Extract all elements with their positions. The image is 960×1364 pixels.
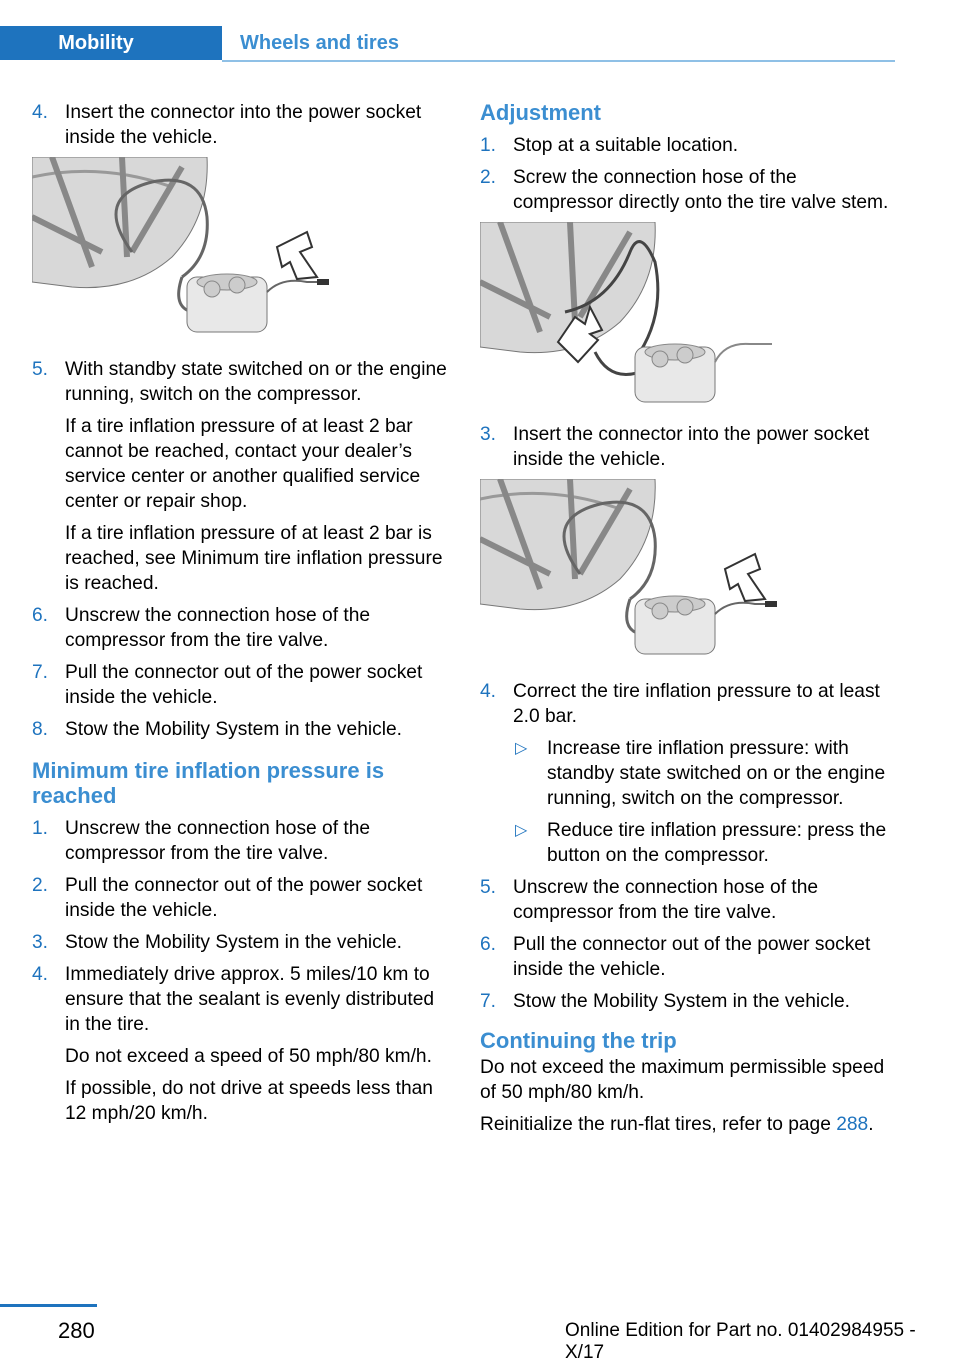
list-item: 6. Unscrew the connection hose of the compressor from the tire valve. bbox=[32, 605, 371, 651]
section-heading-minimum-pressure: Minimum tire inflation pressure is reached bbox=[32, 758, 385, 808]
page-reference-link[interactable]: 288 bbox=[836, 1114, 869, 1135]
bullet-item: ▷ Reduce tire inflation pressure: press the button on the compressor. bbox=[515, 820, 887, 866]
list-item: 3. Insert the connector into the power socket inside the vehicle. bbox=[480, 424, 870, 470]
tab-wheels-and-tires[interactable]: Wheels and tires bbox=[240, 32, 399, 54]
list-item: 4. Correct the tire inflation pressure to at least 2.0 bar. ▷ Increase tire inflation pressure: with standby state switched on or the engine running, switch on the compressor. ▷ Reduce tire inflation pressure: press the button on the compressor. bbox=[480, 679, 900, 868]
list-item: 7. Pull the connector out of the power socket inside the vehicle. bbox=[32, 662, 423, 708]
triangle-bullet-icon: ▷ bbox=[515, 740, 528, 757]
list-item: 5. Unscrew the connection hose of the compressor from the tire valve. bbox=[480, 877, 819, 923]
list-item: 2. Pull the connector out of the power socket inside the vehicle. bbox=[32, 875, 423, 921]
left-column bbox=[32, 100, 452, 1133]
paragraph: Do not exceed the maximum permissible speed of 50 mph/80 km/h. bbox=[480, 1057, 885, 1103]
footer-rule bbox=[0, 1304, 97, 1307]
edition-footer: Online Edition for Part no. 01402984955 - X/17 bbox=[565, 1320, 916, 1363]
list-item: 7. Stow the Mobility System in the vehicle. bbox=[480, 991, 850, 1012]
list-item: 2. Screw the connection hose of the compressor directly onto the tire valve stem. bbox=[480, 167, 889, 213]
paragraph: Reinitialize the run-flat tires, refer to page 288. bbox=[480, 1114, 874, 1135]
list-item: 5. With standby state switched on or the engine running, switch on the compressor. If a tire inflation pressure of at least 2 bar cannot be reached, contact your dealer’s service center or another qualified service center or repair shop. If a tire inflation pressure of at least 2 bar is reached, see Minimum tire inflation pressure is reached. bbox=[32, 359, 447, 594]
list-item: 1. Stop at a suitable location. bbox=[480, 135, 739, 156]
right-column bbox=[480, 100, 900, 1144]
triangle-bullet-icon: ▷ bbox=[515, 822, 528, 839]
section-heading-continuing: Continuing the trip bbox=[480, 1028, 677, 1053]
list-item: 6. Pull the connector out of the power socket inside the vehicle. bbox=[480, 934, 871, 980]
tab-mobility[interactable]: Mobility bbox=[0, 26, 222, 60]
list-item: 4. Insert the connector into the power socket inside the vehicle. bbox=[32, 102, 422, 148]
hose-valve-stem-illustration bbox=[480, 222, 780, 412]
list-item: 1. Unscrew the connection hose of the compressor from the tire valve. bbox=[32, 818, 371, 864]
page-number: 280 bbox=[58, 1318, 95, 1343]
compressor-power-socket-illustration bbox=[32, 157, 332, 347]
bullet-item: ▷ Increase tire inflation pressure: with standby state switched on or the engine running, switch on the compressor. bbox=[515, 738, 886, 809]
list-item: 8. Stow the Mobility System in the vehicle. bbox=[32, 719, 402, 740]
header-tabs bbox=[0, 26, 895, 62]
list-item: 4. Immediately drive approx. 5 miles/10 km to ensure that the sealant is evenly distributed in the tire. Do not exceed a speed of 50 mph/80 km/h. If possible, do not drive at speeds less than 12 mph/20 km/h. bbox=[32, 964, 435, 1124]
list-item: 3. Stow the Mobility System in the vehicle. bbox=[32, 932, 402, 953]
section-heading-adjustment: Adjustment bbox=[480, 100, 601, 125]
tab-underline bbox=[222, 60, 895, 62]
compressor-power-socket-illustration bbox=[480, 479, 780, 669]
